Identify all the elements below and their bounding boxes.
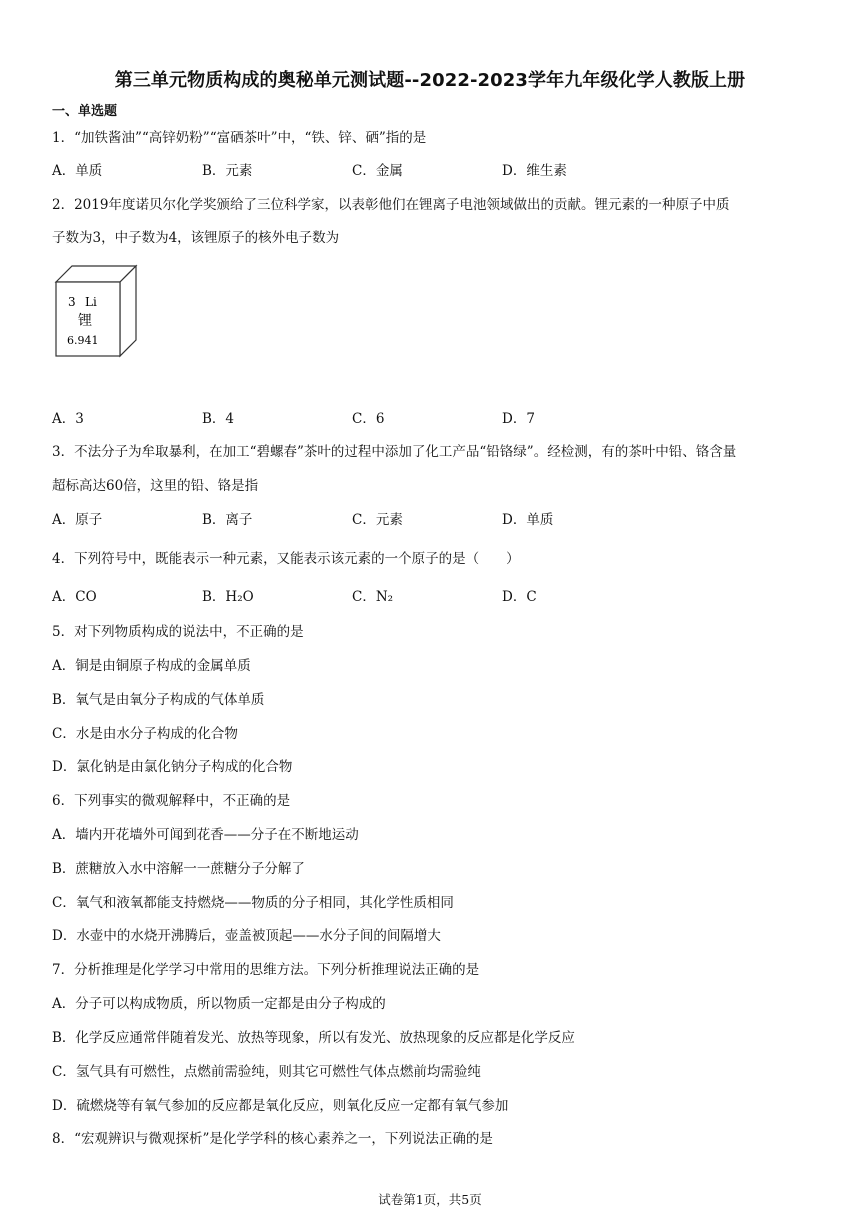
question-7-stem: 7．分析推理是化学学习中常用的思维方法。下列分析推理说法正确的是 bbox=[52, 962, 480, 978]
q4-option-d[interactable]: D．C bbox=[502, 589, 537, 605]
question-8-stem: 8．“宏观辨识与微观探析”是化学学科的核心素养之一，下列说法正确的是 bbox=[52, 1131, 493, 1147]
question-3-options bbox=[52, 512, 812, 528]
q1-option-c[interactable]: C．金属 bbox=[352, 163, 403, 179]
q5-option-a[interactable]: A．铜是由铜原子构成的金属单质 bbox=[52, 658, 251, 674]
q7-option-b[interactable]: B．化学反应通常伴随着发光、放热等现象，所以有发光、放热现象的反应都是化学反应 bbox=[52, 1030, 575, 1046]
q7-option-a[interactable]: A．分子可以构成物质，所以物质一定都是由分子构成的 bbox=[52, 996, 386, 1012]
lithium-element-cell bbox=[52, 258, 140, 358]
q5-option-c[interactable]: C．水是由水分子构成的化合物 bbox=[52, 726, 238, 742]
question-2-options bbox=[52, 411, 812, 427]
question-5-stem: 5．对下列物质构成的说法中，不正确的是 bbox=[52, 624, 304, 640]
question-6-stem: 6．下列事实的微观解释中，不正确的是 bbox=[52, 793, 291, 809]
q6-option-a[interactable]: A．墙内开花墙外可闻到花香——分子在不断地运动 bbox=[52, 827, 359, 843]
q7-option-d[interactable]: D．硫燃烧等有氧气参加的反应都是氧化反应，则氧化反应一定都有氧气参加 bbox=[52, 1098, 509, 1114]
q6-option-c[interactable]: C．氧气和液氧都能支持燃烧——物质的分子相同，其化学性质相同 bbox=[52, 895, 454, 911]
q4-option-b[interactable]: B．H₂O bbox=[202, 589, 254, 605]
q3-option-a[interactable]: A．原子 bbox=[52, 512, 103, 528]
question-3-stem-line2: 超标高达60倍，这里的铅、铬是指 bbox=[52, 478, 259, 494]
q1-option-d[interactable]: D．维生素 bbox=[502, 163, 567, 179]
q3-option-c[interactable]: C．元素 bbox=[352, 512, 403, 528]
element-mass: 6.941 bbox=[67, 334, 99, 347]
question-2-stem-line2: 子数为3，中子数为4，该锂原子的核外电子数为 bbox=[52, 230, 340, 246]
q4-option-a[interactable]: A．CO bbox=[52, 589, 97, 605]
section-heading: 一、单选题 bbox=[52, 104, 118, 119]
question-1-options bbox=[52, 163, 812, 179]
question-4-options bbox=[52, 589, 812, 605]
question-2-stem-line1: 2．2019年度诺贝尔化学奖颁给了三位科学家，以表彰他们在锂离子电池领域做出的贡献。锂元素的一种原子中质 bbox=[52, 197, 730, 213]
element-symbol: Li bbox=[85, 295, 97, 309]
q5-option-b[interactable]: B．氧气是由氧分子构成的气体单质 bbox=[52, 692, 265, 708]
q6-option-d[interactable]: D．水壶中的水烧开沸腾后，壶盖被顶起——水分子间的间隔增大 bbox=[52, 928, 441, 944]
page-footer: 试卷第1页，共5页 bbox=[378, 1192, 482, 1207]
q2-option-c[interactable]: C．6 bbox=[352, 411, 385, 427]
q2-option-b[interactable]: B．4 bbox=[202, 411, 235, 427]
q2-option-d[interactable]: D．7 bbox=[502, 411, 535, 427]
question-4-stem: 4．下列符号中，既能表示一种元素，又能表示该元素的一个原子的是（ ） bbox=[52, 551, 520, 567]
element-name: 锂 bbox=[78, 313, 92, 329]
page-title: 第三单元物质构成的奥秘单元测试题--2022-2023学年九年级化学人教版上册 bbox=[114, 70, 746, 91]
q3-option-b[interactable]: B．离子 bbox=[202, 512, 253, 528]
q2-option-a[interactable]: A．3 bbox=[52, 411, 84, 427]
q3-option-d[interactable]: D．单质 bbox=[502, 512, 554, 528]
q4-option-c[interactable]: C．N₂ bbox=[352, 589, 394, 605]
q6-option-b[interactable]: B．蔗糖放入水中溶解一一蔗糖分子分解了 bbox=[52, 861, 305, 877]
question-3-stem-line1: 3．不法分子为牟取暴利，在加工“碧螺春”茶叶的过程中添加了化工产品“铅铬绿”。经检测，有的茶叶中铅、铬含量 bbox=[52, 444, 737, 460]
q1-option-a[interactable]: A．单质 bbox=[52, 163, 103, 179]
q5-option-d[interactable]: D．氯化钠是由氯化钠分子构成的化合物 bbox=[52, 759, 293, 775]
element-number: 3 bbox=[68, 295, 76, 309]
q1-option-b[interactable]: B．元素 bbox=[202, 163, 253, 179]
question-1-stem: 1．“加铁酱油”“高锌奶粉”“富硒茶叶”中，“铁、锌、硒”指的是 bbox=[52, 130, 427, 146]
q7-option-c[interactable]: C．氢气具有可燃性，点燃前需验纯，则其它可燃性气体点燃前均需验纯 bbox=[52, 1064, 481, 1080]
